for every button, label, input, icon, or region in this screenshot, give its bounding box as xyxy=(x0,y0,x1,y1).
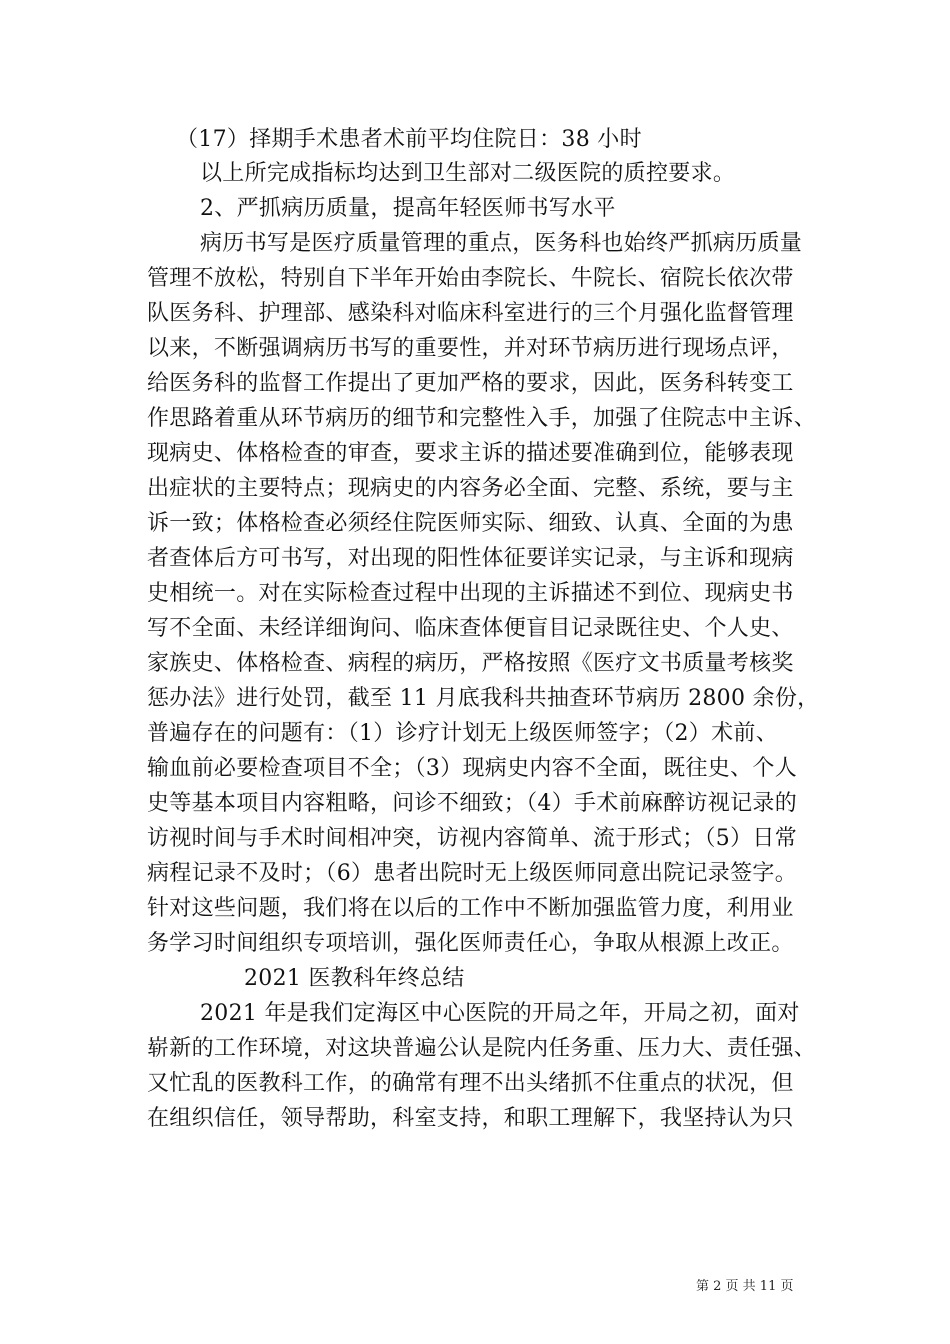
line-10: 现病史、体格检查的审查，要求主诉的描述要准确到位，能够表现 xyxy=(147,441,794,466)
page-number-footer: 第 2 页 共 11 页 xyxy=(696,1279,794,1294)
line-18: 普遍存在的问题有：（1）诊疗计划无上级医师签字；（2）术前、 xyxy=(147,721,778,746)
line-11: 出症状的主要特点；现病史的内容务必全面、完整、系统，要与主 xyxy=(147,476,794,501)
line-29: 在组织信任，领导帮助，科室支持，和职工理解下，我坚持认为只 xyxy=(147,1106,794,1131)
line-12: 诉一致；体格检查必须经住院医师实际、细致、认真、全面的为患 xyxy=(147,511,794,536)
line-23: 针对这些问题，我们将在以后的工作中不断加强监管力度，利用业 xyxy=(147,896,794,921)
line-26: 2021 年是我们定海区中心医院的开局之年，开局之初，面对 xyxy=(200,1001,800,1026)
line-28: 又忙乱的医教科工作，的确常有理不出头绪抓不住重点的状况，但 xyxy=(147,1071,794,1096)
line-13: 者查体后方可书写，对出现的阳性体征要详实记录，与主诉和现病 xyxy=(147,546,794,571)
line-8: 给医务科的监督工作提出了更加严格的要求，因此，医务科转变工 xyxy=(147,371,794,396)
line-1: （17）择期手术患者术前平均住院日：38 小时 xyxy=(176,127,642,152)
line-5: 管理不放松，特别自下半年开始由李院长、牛院长、宿院长依次带 xyxy=(147,266,794,291)
line-6: 队医务科、护理部、感染科对临床科室进行的三个月强化监督管理 xyxy=(147,301,794,326)
subsection-title: 2021 医教科年终总结 xyxy=(244,966,465,991)
line-16: 家族史、体格检查、病程的病历，严格按照《医疗文书质量考核奖 xyxy=(147,651,794,676)
line-17: 惩办法》进行处罚，截至 11 月底我科共抽查环节病历 2800 余份， xyxy=(147,686,820,711)
line-15: 写不全面、未经详细询问、临床查体便盲目记录既往史、个人史、 xyxy=(147,616,794,641)
line-22: 病程记录不及时；（6）患者出院时无上级医师同意出院记录签字。 xyxy=(147,861,797,886)
line-20: 史等基本项目内容粗略，问诊不细致；（4）手术前麻醉访视记录的 xyxy=(147,791,797,816)
line-4: 病历书写是医疗质量管理的重点，医务科也始终严抓病历质量 xyxy=(200,231,803,256)
section-heading: 2、严抓病历质量，提高年轻医师书写水平 xyxy=(200,196,616,221)
line-7: 以来，不断强调病历书写的重要性，并对环节病历进行现场点评， xyxy=(147,336,794,361)
line-19: 输血前必要检查项目不全；（3）现病史内容不全面，既往史、个人 xyxy=(147,756,797,781)
line-27: 崭新的工作环境，对这块普遍公认是院内任务重、压力大、责任强、 xyxy=(147,1036,817,1061)
line-9: 作思路着重从环节病历的细节和完整性入手，加强了住院志中主诉、 xyxy=(147,406,817,431)
line-24: 务学习时间组织专项培训，强化医师责任心，争取从根源上改正。 xyxy=(147,931,794,956)
line-2: 以上所完成指标均达到卫生部对二级医院的质控要求。 xyxy=(200,161,736,186)
line-14: 史相统一。对在实际检查过程中出现的主诉描述不到位、现病史书 xyxy=(147,581,794,606)
line-21: 访视时间与手术时间相冲突，访视内容简单、流于形式；（5）日常 xyxy=(147,826,797,851)
